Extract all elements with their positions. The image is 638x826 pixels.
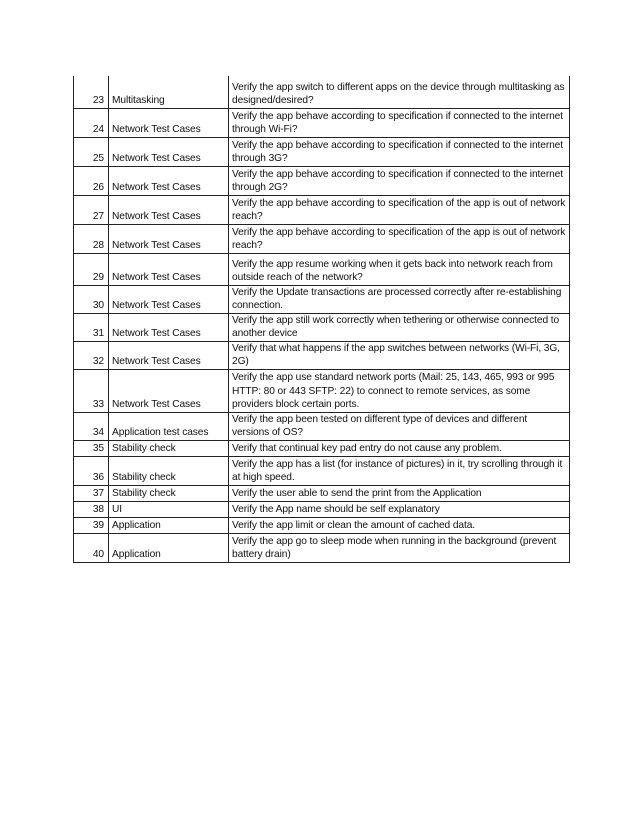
row-number: 28	[74, 224, 109, 253]
row-number: 27	[74, 195, 109, 224]
row-description	[229, 456, 570, 485]
row-category: Application test cases	[109, 412, 229, 440]
table-row	[74, 341, 570, 369]
row-number: 32	[74, 341, 109, 369]
row-category: Stability check	[109, 485, 229, 501]
table-row	[74, 137, 570, 166]
row-category: Network Test Cases	[109, 341, 229, 369]
row-category: Network Test Cases	[109, 195, 229, 224]
row-number: 25	[74, 137, 109, 166]
row-description-text: Verify the app behave according to specification of the app is out of network reach?	[232, 197, 566, 222]
table-row	[74, 456, 570, 485]
row-description	[229, 533, 570, 562]
row-description-text: Verify that what happens if the app switches between networks (Wi-Fi, 3G, 2G)	[232, 342, 560, 367]
row-description	[229, 440, 570, 456]
row-description	[229, 137, 570, 166]
row-description-text: Verify the app switch to different apps on the device through multitasking as designed/desired?	[232, 81, 565, 106]
row-number: 35	[74, 440, 109, 456]
row-description	[229, 412, 570, 440]
table-row	[74, 501, 570, 517]
table-row	[74, 369, 570, 412]
row-description	[229, 253, 570, 285]
row-description	[229, 313, 570, 341]
row-description-text: Verify the app use standard network ports (Mail: 25, 143, 465, 993 or 995 HTTP: 80 or 443 SFTP: 22) to connect to remote services, as some providers block certain ports.	[232, 372, 555, 410]
row-description	[229, 285, 570, 313]
row-description-text: Verify the app limit or clean the amount of cached data.	[232, 520, 476, 531]
row-description	[229, 369, 570, 412]
row-number: 39	[74, 517, 109, 533]
table-row	[74, 533, 570, 562]
row-category: Application	[109, 517, 229, 533]
table-row	[74, 166, 570, 195]
row-category: Network Test Cases	[109, 137, 229, 166]
row-number: 23	[74, 76, 109, 108]
table-row	[74, 224, 570, 253]
table-row	[74, 517, 570, 533]
row-number: 33	[74, 369, 109, 412]
table-row	[74, 253, 570, 285]
row-description-text: Verify the App name should be self explanatory	[232, 504, 440, 515]
row-number: 30	[74, 285, 109, 313]
row-description-text: Verify the app still work correctly when tethering or otherwise connected to another device	[232, 314, 560, 339]
test-case-table	[73, 76, 570, 563]
row-number: 31	[74, 313, 109, 341]
table-row	[74, 440, 570, 456]
table-row	[74, 313, 570, 341]
row-category: Stability check	[109, 456, 229, 485]
row-description-text: Verify the app behave according to specification if connected to the internet through 2G?	[232, 168, 563, 193]
row-description-text: Verify the app go to sleep mode when running in the background (prevent battery drain)	[232, 535, 557, 560]
row-number: 34	[74, 412, 109, 440]
table-row	[74, 108, 570, 137]
row-category: Network Test Cases	[109, 313, 229, 341]
row-description	[229, 485, 570, 501]
row-category: Network Test Cases	[109, 285, 229, 313]
row-description	[229, 76, 570, 108]
row-description	[229, 501, 570, 517]
row-category: Network Test Cases	[109, 253, 229, 285]
row-description-text: Verify the app been tested on different type of devices and different versions of OS?	[232, 413, 528, 438]
table-row	[74, 76, 570, 108]
row-description-text: Verify the app resume working when it gets back into network reach from outside reach of the network?	[232, 258, 553, 283]
row-description-text: Verify that continual key pad entry do not cause any problem.	[232, 443, 502, 454]
test-case-table-body	[74, 76, 570, 562]
table-row	[74, 285, 570, 313]
table-row	[74, 485, 570, 501]
row-number: 26	[74, 166, 109, 195]
test-case-table-container	[73, 76, 570, 563]
row-description-text: Verify the app behave according to specification if connected to the internet through 3G?	[232, 139, 563, 164]
row-number: 40	[74, 533, 109, 562]
row-description-text: Verify the app behave according to specification of the app is out of network reach?	[232, 226, 566, 251]
row-description	[229, 166, 570, 195]
row-number: 29	[74, 253, 109, 285]
row-description-text: Verify the Update transactions are processed correctly after re-establishing connection.	[232, 286, 562, 311]
row-number: 37	[74, 485, 109, 501]
row-description	[229, 224, 570, 253]
row-category: Network Test Cases	[109, 224, 229, 253]
row-description-text: Verify the app has a list (for instance of pictures) in it, try scrolling through it at high speed.	[232, 458, 563, 483]
row-description	[229, 195, 570, 224]
row-category: Network Test Cases	[109, 166, 229, 195]
row-category: Stability check	[109, 440, 229, 456]
row-category: Multitasking	[109, 76, 229, 108]
table-row	[74, 195, 570, 224]
row-number: 36	[74, 456, 109, 485]
row-description	[229, 108, 570, 137]
row-category: Network Test Cases	[109, 108, 229, 137]
row-number: 24	[74, 108, 109, 137]
row-description-text: Verify the user able to send the print from the Application	[232, 488, 482, 499]
row-category: Application	[109, 533, 229, 562]
row-description-text: Verify the app behave according to specification if connected to the internet through Wi-Fi?	[232, 110, 563, 135]
row-description	[229, 341, 570, 369]
row-description	[229, 517, 570, 533]
row-category: Network Test Cases	[109, 369, 229, 412]
row-number: 38	[74, 501, 109, 517]
table-row	[74, 412, 570, 440]
row-category: UI	[109, 501, 229, 517]
